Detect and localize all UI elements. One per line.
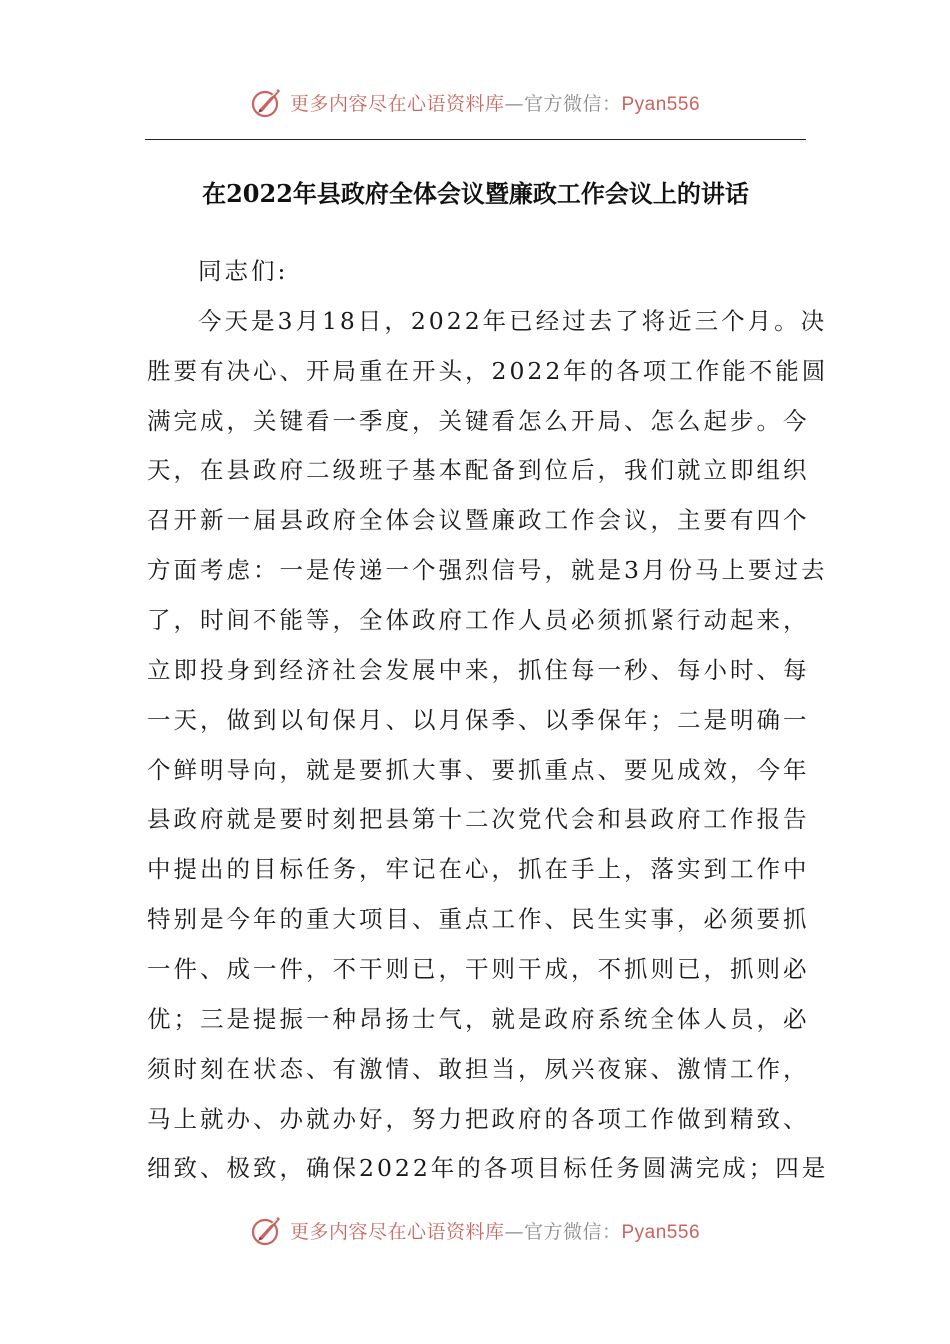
paragraph-line: 细致、极致，确保2022年的各项目标任务圆满完成；四是 [147,1154,829,1183]
paragraph-line: 须时刻在状态、有激情、敢担当，夙兴夜寐、激情工作， [147,1054,810,1083]
salutation: 同志们: [198,257,289,285]
paragraph-line: 马上就办、办就办好，努力把政府的各项工作做到精致、 [147,1104,810,1133]
banner-text [290,89,700,116]
paragraph-line: 一天，做到以旬保月、以月保季、以季保年；二是明确一 [147,705,810,734]
paragraph-line: 满完成，关键看一季度，关键看怎么开局、怎么起步。今 [147,406,810,435]
quill-logo-icon [250,1213,284,1247]
quill-logo-icon [250,85,284,119]
footer-banner [0,1210,950,1250]
banner-label: 官方微信： [523,1220,622,1243]
paragraph-line: 方面考虑：一是传递一个强烈信号，就是3月份马上要过去 [147,556,828,585]
paragraph-line: 立即投身到经济社会发展中来，抓住每一秒、每小时、每 [147,655,810,684]
banner-dash: — [504,1220,524,1243]
paragraph-line: 特别是今年的重大项目、重点工作、民生实事，必须要抓 [147,905,810,934]
document-body [147,247,829,1194]
header-banner [0,82,950,122]
paragraph-line: 天，在县政府二级班子基本配备到位后，我们就立即组织 [147,456,810,485]
header-rule [145,139,806,140]
paragraph-line: 县政府就是要时刻把县第十二次党代会和县政府工作报告 [147,805,810,834]
banner-wechat-id: Pyan556 [621,93,701,115]
paragraph-line: 一件、成一件，不干则已，干则干成，不抓则已，抓则必 [147,955,810,984]
document-title: 在2022年县政府全体会议暨廉政工作会议上的讲话 [202,179,749,208]
banner-label: 官方微信： [523,92,622,115]
paragraph-line: 中提出的目标任务，牢记在心，抓在手上，落实到工作中 [147,855,810,884]
banner-main-text: 更多内容尽在心语资料库 [289,92,505,115]
paragraph-line: 了，时间不能等，全体政府工作人员必须抓紧行动起来， [147,606,810,635]
banner-main-text: 更多内容尽在心语资料库 [289,1220,505,1243]
paragraph-line: 召开新一届县政府全体会议暨廉政工作会议，主要有四个 [147,506,810,535]
banner-wechat-id: Pyan556 [621,1221,701,1243]
banner-dash: — [504,92,524,115]
paragraph-line: 胜要有决心、开局重在开头，2022年的各项工作能不能圆 [147,356,829,385]
banner-text [290,1217,700,1244]
paragraph-line: 优；三是提振一种昂扬士气，就是政府系统全体人员，必 [147,1004,810,1033]
paragraph-line: 个鲜明导向，就是要抓大事、要抓重点、要见成效，今年 [147,755,810,784]
paragraph-line: 今天是3月18日，2022年已经过去了将近三个月。决 [198,306,828,335]
